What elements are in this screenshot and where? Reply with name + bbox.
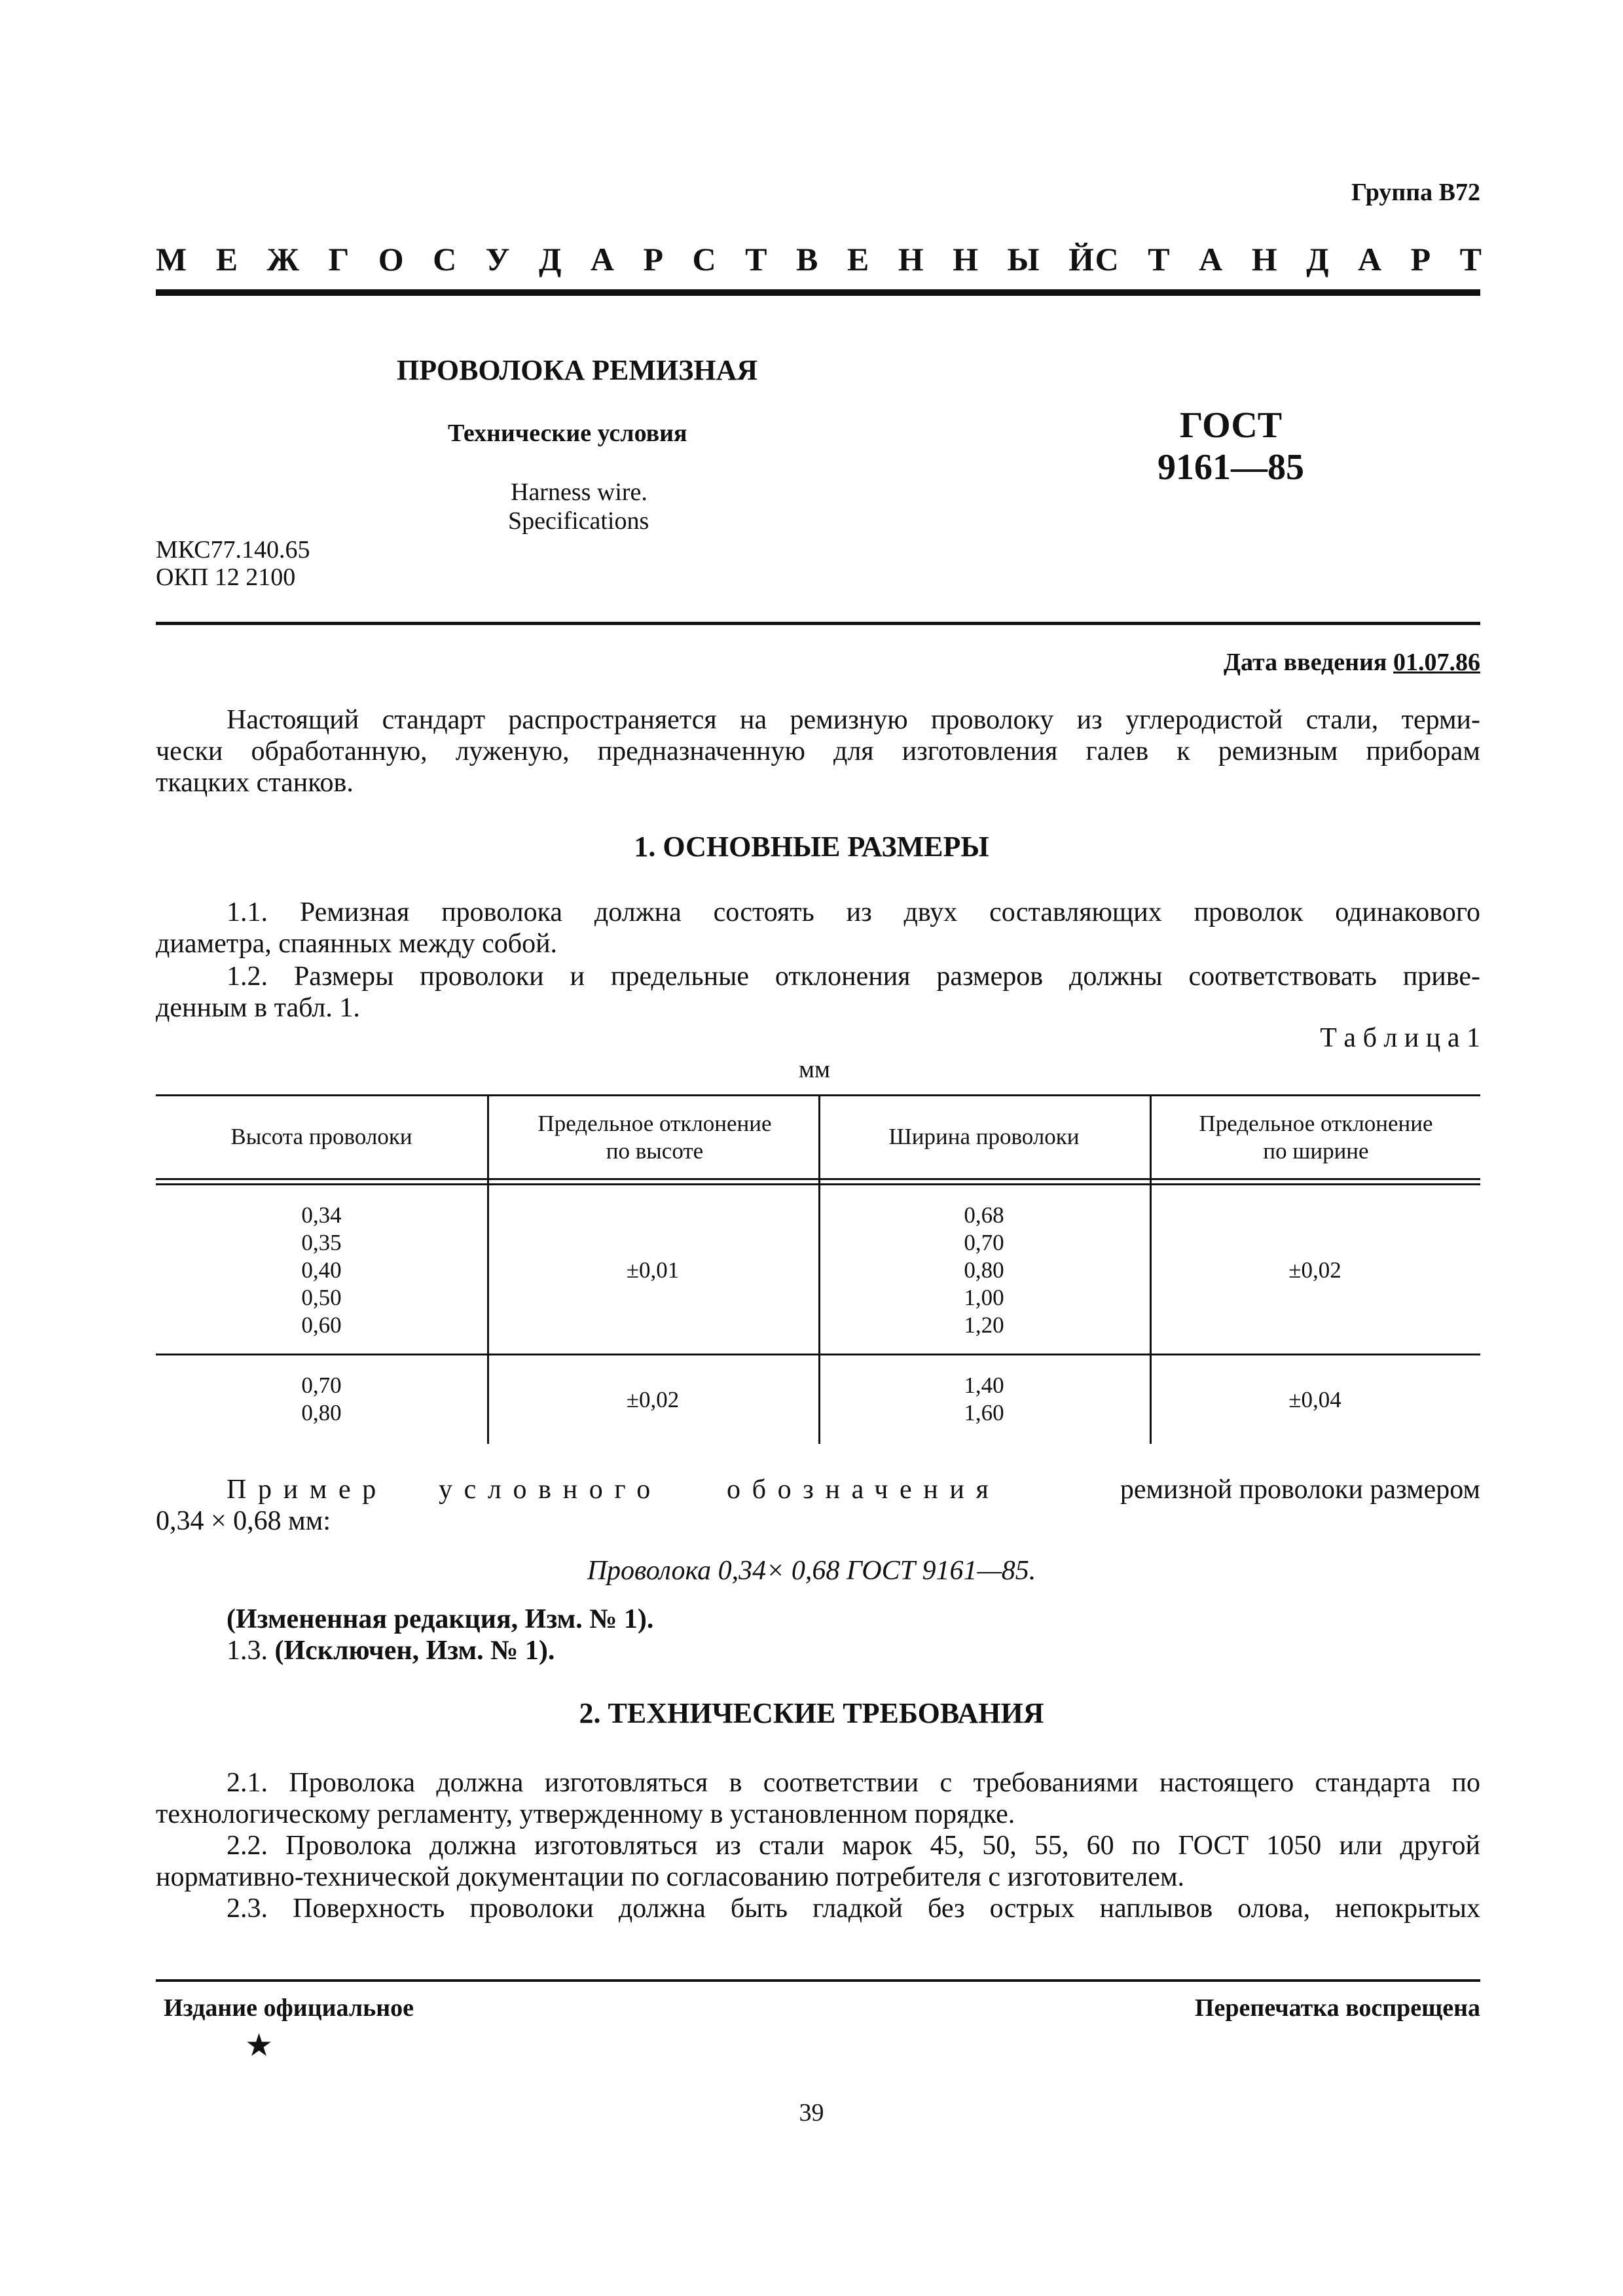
- table-row-1-widths: [818, 1202, 1150, 1339]
- page-number: 39: [799, 2099, 824, 2126]
- table-cell: 1,60: [964, 1400, 1004, 1426]
- table-cell: 0,34: [301, 1202, 342, 1228]
- table-header-width: Ширина проволоки: [888, 1124, 1080, 1149]
- table-cell: 0,50: [301, 1285, 342, 1310]
- title-rule: [156, 622, 1480, 625]
- banner-rule: [156, 289, 1480, 296]
- table-cell: 0,80: [964, 1257, 1004, 1283]
- table-row-1-heights: [156, 1202, 487, 1339]
- para-2-2-line-1: 2.2. Проволока должна изготовляться из стали марок 45, 50, 55, 60 по ГОСТ 1050 или другой: [227, 1831, 1480, 1861]
- table-header-height: Высота проволоки: [230, 1124, 412, 1149]
- para-1-3-number: 1.3.: [227, 1636, 268, 1666]
- table-cell: 1,40: [964, 1372, 1004, 1398]
- english-title-line1: Harness wire.: [511, 478, 647, 506]
- table-caption: Т а б л и ц а 1: [1320, 1023, 1480, 1053]
- table-cell: 0,68: [964, 1202, 1004, 1228]
- table-header-height-tolerance: Предельное отклонение по высоте: [538, 1111, 772, 1164]
- table-cell: 1,20: [964, 1312, 1004, 1338]
- table-cell: 0,70: [964, 1230, 1004, 1255]
- edition-note: Издание официальное: [164, 1994, 414, 2022]
- para-2-1-line-2: технологическому регламенту, утвержденному в установленном порядке.: [156, 1799, 1015, 1829]
- table-row-2-height-tolerance: ±0,02: [626, 1387, 680, 1412]
- intro-line-3: ткацких станков.: [156, 768, 354, 798]
- english-title-line2: Specifications: [508, 507, 649, 535]
- table-row-2-heights: [156, 1372, 487, 1427]
- para-1-2-line-1: 1.2. Размеры проволоки и предельные отклонения размеров должны соответствовать приве-: [227, 961, 1480, 992]
- star-icon: ★: [245, 2028, 274, 2063]
- mks-code: МКС77.140.65: [156, 536, 310, 564]
- example-word-1: Пример: [227, 1475, 388, 1505]
- intro-line-1: Настоящий стандарт распространяется на ремизную проволоку из углеродистой стали, терми-: [227, 705, 1480, 735]
- footer-rule: [156, 1979, 1480, 1982]
- introduction-date-label: Дата введения: [1223, 649, 1387, 676]
- gost-designation: [1152, 404, 1309, 488]
- gost-label: ГОСТ: [1179, 405, 1283, 446]
- table-row-2-width-tolerance: ±0,04: [1288, 1387, 1341, 1412]
- document-subtitle: Технические условия: [448, 420, 687, 447]
- table-header-width-tolerance: Предельное отклонение по ширине: [1199, 1111, 1433, 1164]
- para-1-2-line-2: денным в табл. 1.: [156, 993, 360, 1023]
- table-row-1-width-tolerance: ±0,02: [1288, 1257, 1341, 1283]
- table-row-1-height-tolerance: ±0,01: [626, 1257, 680, 1283]
- table-cell: 0,35: [301, 1230, 342, 1255]
- banner-right: С Т А Н Д А Р Т: [1095, 241, 1492, 278]
- document-title: ПРОВОЛОКА РЕМИЗНАЯ: [397, 354, 758, 386]
- reprint-note: Перепечатка воспрещена: [1194, 1994, 1480, 2022]
- table-row-2-widths: [818, 1372, 1150, 1427]
- introduction-date: [1224, 648, 1480, 677]
- introduction-date-value: 01.07.86: [1393, 649, 1480, 676]
- para-1-1-line-2: диаметра, спаянных между собой.: [156, 929, 558, 959]
- gost-number: 9161—85: [1158, 447, 1304, 488]
- para-1-3-text: (Исключен, Изм. № 1).: [274, 1636, 555, 1666]
- para-2-3-line-1: 2.3. Поверхность проволоки должна быть гладкой без острых наплывов олова, непокрытых: [227, 1893, 1480, 1924]
- dimensions-table: [156, 1094, 1480, 1444]
- para-2-1-line-1: 2.1. Проволока должна изготовляться в соответствии с требованиями настоящего стандарта по: [227, 1768, 1480, 1798]
- amended-note: (Измененная редакция, Изм. № 1).: [227, 1604, 654, 1634]
- table-cell: 1,00: [964, 1285, 1004, 1310]
- example-word-3: обозначения: [727, 1475, 1000, 1505]
- example-line-2: 0,34 × 0,68 мм:: [156, 1506, 331, 1536]
- example-word-2: условного: [439, 1475, 662, 1505]
- table-cell: 0,40: [301, 1257, 342, 1283]
- section-2-heading: 2. ТЕХНИЧЕСКИЕ ТРЕБОВАНИЯ: [579, 1697, 1044, 1729]
- table-unit: мм: [799, 1056, 831, 1083]
- group-code: Группа В72: [1351, 179, 1480, 206]
- table-cell: 0,60: [301, 1312, 342, 1338]
- para-2-2-line-2: нормативно-технической документации по согласованию потребителя с изготовителем.: [156, 1862, 1185, 1892]
- para-1-3: [227, 1635, 555, 1666]
- section-1-heading: 1. ОСНОВНЫЕ РАЗМЕРЫ: [634, 831, 989, 863]
- banner-left: М Е Ж Г О С У Д А Р С Т В Е Н Н Ы Й: [156, 241, 1104, 278]
- intro-line-2: чески обработанную, луженую, предназначенную для изготовления галев к ремизным приборам: [156, 736, 1480, 766]
- example-rest: ремизной проволоки размером: [1120, 1475, 1480, 1505]
- table-cell: 0,70: [301, 1372, 342, 1398]
- okp-code: ОКП 12 2100: [156, 564, 296, 591]
- para-1-1-line-1: 1.1. Ремизная проволока должна состоять из двух составляющих проволок одинакового: [227, 897, 1480, 927]
- table-cell: 0,80: [301, 1400, 342, 1426]
- example-designation: Проволока 0,34× 0,68 ГОСТ 9161—85.: [587, 1556, 1036, 1586]
